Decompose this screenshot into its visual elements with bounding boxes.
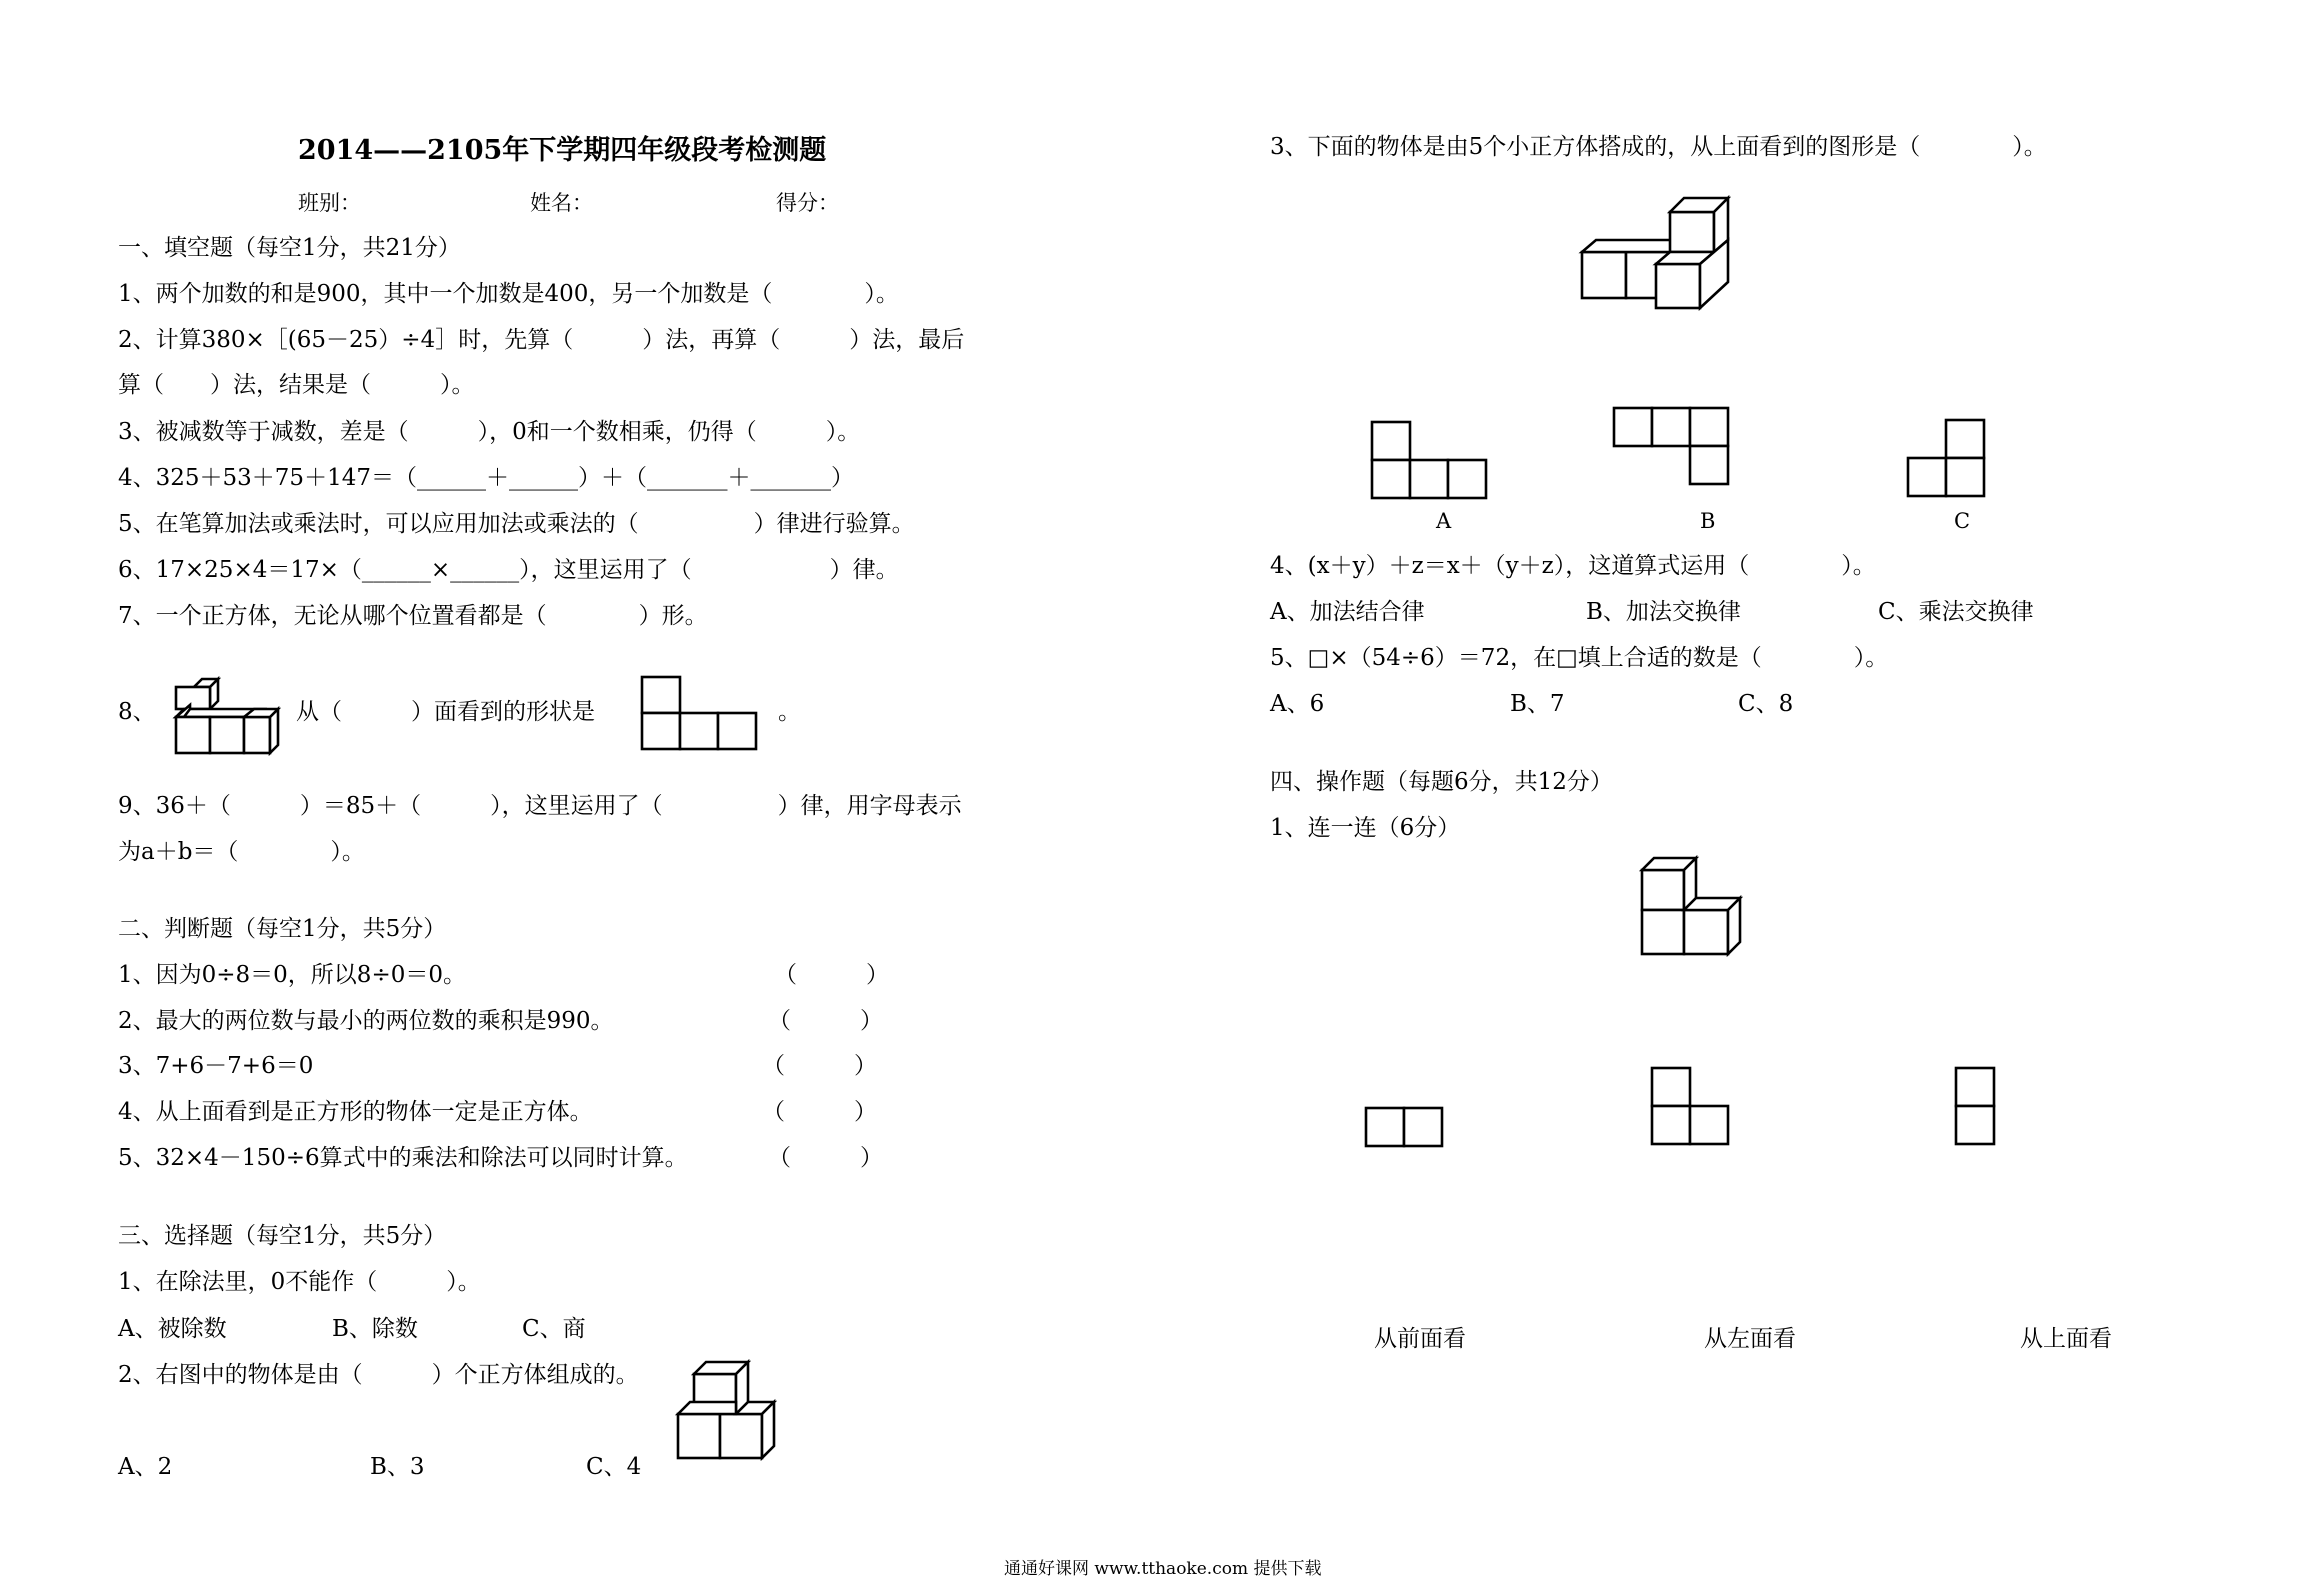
s3-q2-option-b: B、3 (370, 1454, 425, 1480)
s1-q6: 6、17×25×4＝17×（______×______），这里运用了（ ）律。 (118, 557, 899, 583)
score-label: 得分： (776, 191, 839, 215)
s1-q9b: 为a＋b＝（ ）。 (118, 839, 365, 865)
s2-q1-paren: （ ） (774, 962, 889, 988)
s4-left-view-option-figure (1650, 1066, 1732, 1150)
s1-q9a: 9、36＋（ ）＝85＋（ ），这里运用了（ ）律，用字母表示 (118, 793, 962, 819)
footer-credit: 通通好课网 www.tthaoke.com 提供下载 (1004, 1559, 1322, 1579)
s1-q1: 1、两个加数的和是900，其中一个加数是400，另一个加数是（ ）。 (118, 281, 899, 307)
s1-q4: 4、325＋53＋75＋147＝（______＋______）＋（_______＋_______） (118, 465, 854, 491)
q8-cube-figure (164, 675, 280, 761)
s3-q5-option-a: A、6 (1270, 691, 1325, 717)
s1-q5: 5、在笔算加法或乘法时，可以应用加法或乘法的（ ）律进行验算。 (118, 511, 915, 537)
view-label-front: 从前面看 (1374, 1326, 1466, 1352)
s2-q5: 5、32×4－150÷6算式中的乘法和除法可以同时计算。 (118, 1145, 688, 1171)
s1-q2b: 算（ ）法，结果是（ ）。 (118, 372, 475, 398)
s3-q3-cube-figure (1580, 194, 1730, 312)
s4-front-view-option-figure (1364, 1106, 1444, 1150)
s2-q5-paren: （ ） (768, 1145, 883, 1171)
s2-q4: 4、从上面看到是正方形的物体一定是正方体。 (118, 1099, 593, 1125)
s1-q2a: 2、计算380×［(65－25）÷4］时，先算（ ）法，再算（ ）法，最后 (118, 327, 965, 353)
s2-q2-paren: （ ） (768, 1008, 883, 1034)
q8-front-view-figure (640, 675, 760, 755)
section1-heading: 一、填空题（每空1分，共21分） (118, 235, 461, 261)
view-label-top: 从上面看 (2020, 1326, 2112, 1352)
s3-q4: 4、(x＋y）＋z＝x＋（y＋z），这道算式运用（ ）。 (1270, 553, 1876, 579)
s3-q2-option-c: C、4 (586, 1454, 642, 1480)
s3-q5-option-b: B、7 (1510, 691, 1565, 717)
s3-q2-cube-figure (676, 1360, 786, 1490)
section4-heading: 四、操作题（每题6分，共12分） (1270, 769, 1613, 795)
page-title: 2014——2105年下学期四年级段考检测题 (298, 135, 827, 166)
s3-q1-option-c: C、商 (522, 1316, 586, 1342)
s1-q8-question: 从（ ）面看到的形状是 (296, 699, 595, 725)
s3-q5-option-c: C、8 (1738, 691, 1794, 717)
s3-q1-option-a: A、被除数 (118, 1316, 227, 1342)
s1-q8-number: 8、 (118, 699, 156, 725)
s1-q7: 7、一个正方体，无论从哪个位置看都是（ ）形。 (118, 603, 708, 629)
class-label: 班别： (298, 191, 361, 215)
s3-q2: 2、右图中的物体是由（ ）个正方体组成的。 (118, 1362, 639, 1388)
s3-q4-option-c: C、乘法交换律 (1878, 599, 2034, 625)
s3-q3-label-b: B (1700, 509, 1716, 533)
s3-q3-option-c-figure (1906, 418, 1990, 502)
s3-q3-option-a-figure (1370, 420, 1490, 502)
name-label: 姓名： (530, 191, 593, 215)
section3-heading: 三、选择题（每空1分，共5分） (118, 1223, 447, 1249)
s3-q1-option-b: B、除数 (332, 1316, 418, 1342)
s4-q1-cube-figure (1640, 856, 1746, 960)
s3-q3-label-a: A (1436, 509, 1452, 533)
s3-q2-option-a: A、2 (118, 1454, 173, 1480)
s2-q1: 1、因为0÷8＝0，所以8÷0＝0。 (118, 962, 466, 988)
s1-q8-end: 。 (778, 699, 801, 725)
s3-q5: 5、□×（54÷6）＝72，在□填上合适的数是（ ）。 (1270, 645, 1889, 671)
s3-q1: 1、在除法里，0不能作（ ）。 (118, 1269, 481, 1295)
s3-q3: 3、下面的物体是由5个小正方体搭成的，从上面看到的图形是（ ）。 (1270, 134, 2047, 160)
s2-q4-paren: （ ） (762, 1099, 877, 1125)
s4-top-view-option-figure (1954, 1066, 1998, 1150)
view-label-left: 从左面看 (1704, 1326, 1796, 1352)
s3-q3-option-b-figure (1612, 406, 1734, 488)
s3-q4-option-b: B、加法交换律 (1586, 599, 1741, 625)
s2-q2: 2、最大的两位数与最小的两位数的乘积是990。 (118, 1008, 614, 1034)
s4-q1: 1、连一连（6分） (1270, 815, 1461, 841)
section2-heading: 二、判断题（每空1分，共5分） (118, 916, 447, 942)
s2-q3: 3、7+6－7+6＝0 (118, 1053, 314, 1079)
s3-q3-label-c: C (1954, 509, 1971, 533)
s2-q3-paren: （ ） (762, 1053, 877, 1079)
s1-q3: 3、被减数等于减数，差是（ ），0和一个数相乘，仍得（ ）。 (118, 419, 861, 445)
s3-q4-option-a: A、加法结合律 (1270, 599, 1425, 625)
